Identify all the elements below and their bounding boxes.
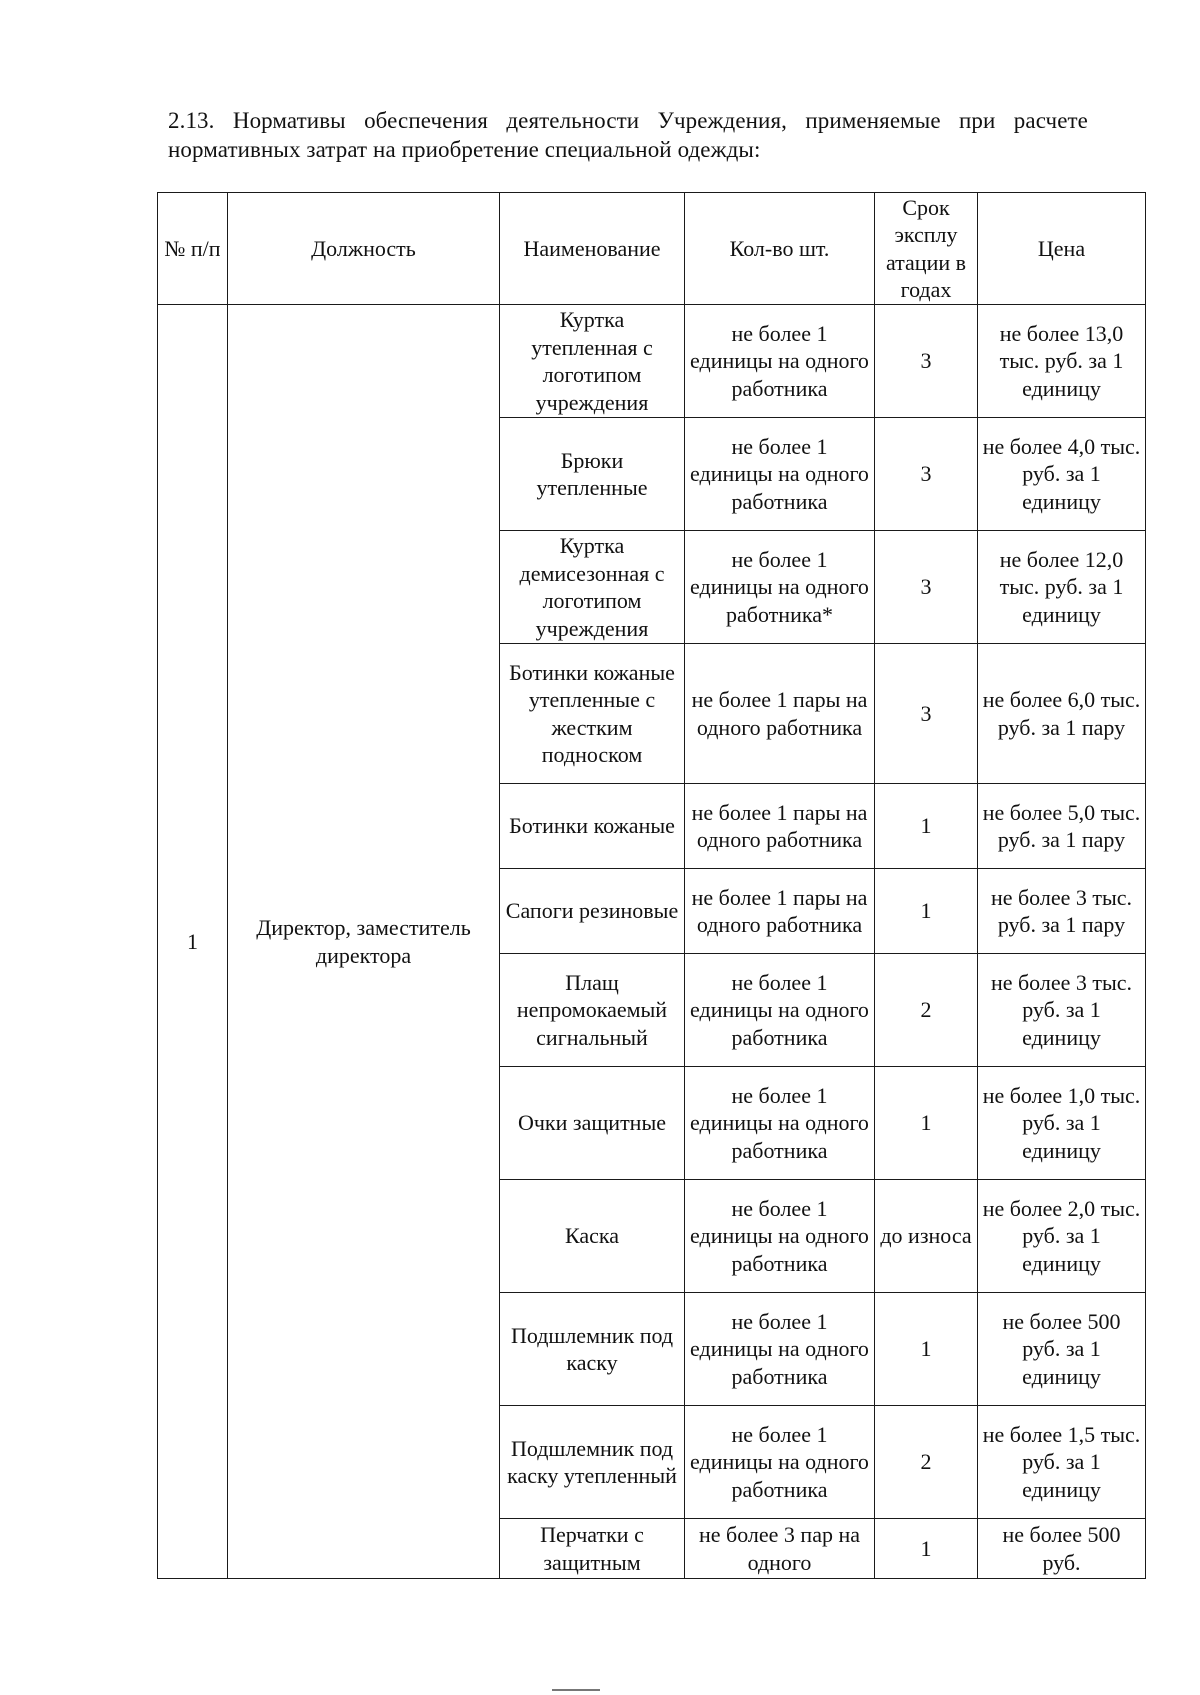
cell-name: Сапоги резиновые — [500, 869, 685, 954]
header-row — [158, 193, 1146, 305]
cell-term: 1 — [875, 1293, 978, 1406]
cell-price: не более 1,5 тыс. руб. за 1 единицу — [978, 1406, 1146, 1519]
cell-price: не более 1,0 тыс. руб. за 1 единицу — [978, 1067, 1146, 1180]
header-qty: Кол-во шт. — [685, 193, 875, 305]
cell-name: Ботинки кожаные утепленные с жестким подноском — [500, 644, 685, 784]
cell-term: 2 — [875, 1406, 978, 1519]
cell-name: Куртка утепленная с логотипом учреждения — [500, 305, 685, 418]
cell-qty: не более 1 пары на одного работника — [685, 869, 875, 954]
cell-term: 1 — [875, 1067, 978, 1180]
cell-term: до износа — [875, 1180, 978, 1293]
cell-term: 3 — [875, 305, 978, 418]
cell-qty: не более 3 пар на одного — [685, 1519, 875, 1579]
cell-name: Очки защитные — [500, 1067, 685, 1180]
cell-price: не более 4,0 тыс. руб. за 1 единицу — [978, 418, 1146, 531]
cell-term: 3 — [875, 531, 978, 644]
cell-name: Плащ непромокаемый сигнальный — [500, 954, 685, 1067]
header-price: Цена — [978, 193, 1146, 305]
cell-price: не более 12,0 тыс. руб. за 1 единицу — [978, 531, 1146, 644]
table-row — [158, 305, 1146, 418]
cell-qty: не более 1 единицы на одного работника — [685, 954, 875, 1067]
cell-qty: не более 1 единицы на одного работника* — [685, 531, 875, 644]
cell-qty: не более 1 единицы на одного работника — [685, 305, 875, 418]
cell-qty: не более 1 единицы на одного работника — [685, 1406, 875, 1519]
cell-term: 1 — [875, 784, 978, 869]
section-heading: 2.13. Нормативы обеспечения деятельности Учреждения, применяемые при расчете нормативных затрат на приобретение специальной одежды: — [168, 108, 1088, 162]
cell-term: 3 — [875, 644, 978, 784]
cell-name: Брюки утепленные — [500, 418, 685, 531]
header-position: Должность — [228, 193, 500, 305]
table-body — [158, 305, 1146, 1579]
cell-term: 3 — [875, 418, 978, 531]
cell-qty: не более 1 единицы на одного работника — [685, 418, 875, 531]
header-num: № п/п — [158, 193, 228, 305]
cell-name: Перчатки с защитным — [500, 1519, 685, 1579]
cell-price: не более 5,0 тыс. руб. за 1 пару — [978, 784, 1146, 869]
header-term: Срок эксплу атации в годах — [875, 193, 978, 305]
cell-price: не более 3 тыс. руб. за 1 единицу — [978, 954, 1146, 1067]
cell-qty: не более 1 единицы на одного работника — [685, 1180, 875, 1293]
cell-name: Каска — [500, 1180, 685, 1293]
cell-name: Подшлемник под каску утепленный — [500, 1406, 685, 1519]
cell-price: не более 2,0 тыс. руб. за 1 единицу — [978, 1180, 1146, 1293]
cell-price: не более 500 руб. за 1 единицу — [978, 1293, 1146, 1406]
cell-term: 1 — [875, 869, 978, 954]
cell-price: не более 3 тыс. руб. за 1 пару — [978, 869, 1146, 954]
row-group-position: Директор, заместитель директора — [228, 305, 500, 1579]
cell-term: 1 — [875, 1519, 978, 1579]
cell-price: не более 13,0 тыс. руб. за 1 единицу — [978, 305, 1146, 418]
cell-term: 2 — [875, 954, 978, 1067]
cell-qty: не более 1 пары на одного работника — [685, 644, 875, 784]
cell-name: Ботинки кожаные — [500, 784, 685, 869]
row-group-number: 1 — [158, 305, 228, 1579]
cell-qty: не более 1 единицы на одного работника — [685, 1067, 875, 1180]
cell-name: Куртка демисезонная с логотипом учреждения — [500, 531, 685, 644]
cell-price: не более 500 руб. — [978, 1519, 1146, 1579]
header-name: Наименование — [500, 193, 685, 305]
cell-qty: не более 1 пары на одного работника — [685, 784, 875, 869]
cell-name: Подшлемник под каску — [500, 1293, 685, 1406]
cell-qty: не более 1 единицы на одного работника — [685, 1293, 875, 1406]
page-edge-mark — [552, 1689, 600, 1691]
cell-price: не более 6,0 тыс. руб. за 1 пару — [978, 644, 1146, 784]
norms-table — [157, 192, 1146, 1579]
